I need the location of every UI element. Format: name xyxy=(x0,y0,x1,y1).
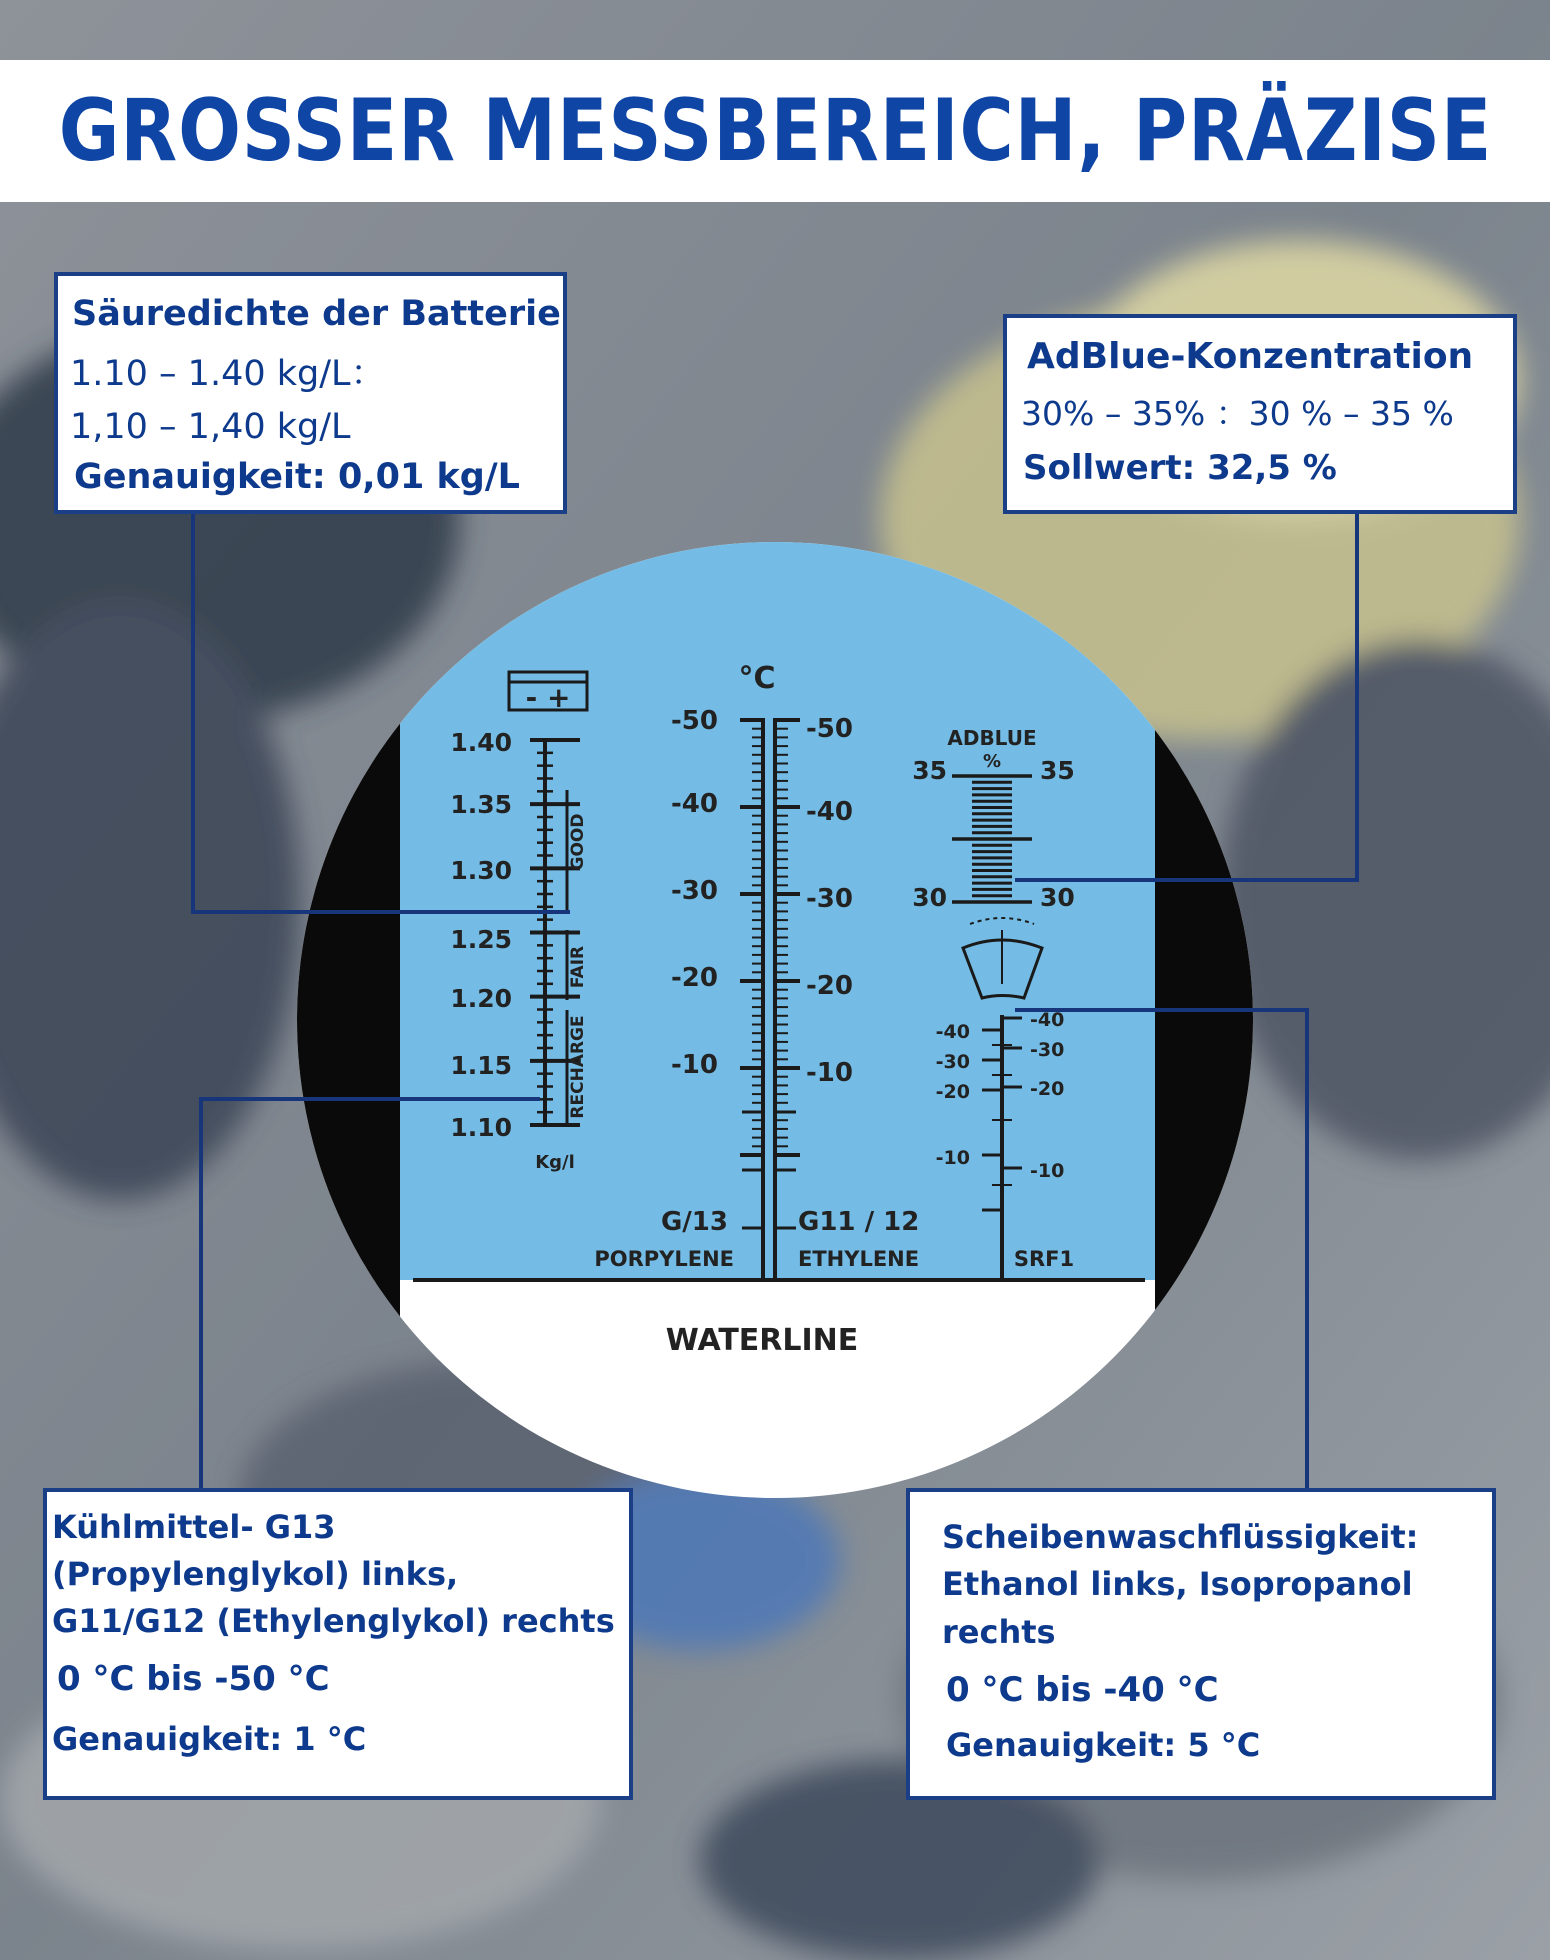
washer-left-label: -20 xyxy=(935,1081,970,1103)
battery-unit-label: Kg/l xyxy=(535,1152,575,1173)
temp-left-label: -20 xyxy=(671,963,718,993)
temp-right-label: -40 xyxy=(806,797,853,827)
adblue-unit-label: % xyxy=(982,751,1002,772)
battery-label: 1.15 xyxy=(450,1051,512,1080)
battery-callout-line2: 1,10 – 1,40 kg/L xyxy=(70,407,351,447)
washer-left-label: -30 xyxy=(935,1051,970,1073)
coolant-callout-line4: 0 °C bis -50 °C xyxy=(57,1659,330,1699)
temp-unit-label: °C xyxy=(738,661,776,696)
battery-label: 1.10 xyxy=(450,1113,512,1142)
battery-label: 1.20 xyxy=(450,984,512,1013)
g11-label: G11 / 12 xyxy=(798,1207,920,1237)
coolant-callout-line5: Genauigkeit: 1 °C xyxy=(52,1720,367,1758)
zone-good-label: GOOD xyxy=(568,813,588,871)
temp-right-label: -10 xyxy=(806,1058,853,1088)
temp-left-label: -40 xyxy=(671,789,718,819)
battery-label: 1.25 xyxy=(450,925,512,954)
adblue-title-label: ADBLUE xyxy=(947,726,1037,750)
ethylene-label: ETHYLENE xyxy=(798,1247,920,1271)
propylene-label: PORPYLENE xyxy=(594,1247,734,1271)
battery-callout-line1: 1.10 – 1.40 kg/L： xyxy=(70,354,386,394)
coolant-callout-line2: (Propylenglykol) links, xyxy=(52,1555,459,1593)
temp-left-label: -10 xyxy=(671,1050,718,1080)
washer-callout-line5: Genauigkeit: 5 °C xyxy=(946,1726,1261,1764)
g13-label: G/13 xyxy=(660,1207,728,1237)
page-title: GROSSER MESSBEREICH, PRÄZISE xyxy=(58,81,1492,181)
temp-right-label: -50 xyxy=(806,714,853,744)
battery-callout-heading: Säuredichte der Batterie xyxy=(72,294,561,334)
adblue-callout xyxy=(1003,314,1517,514)
temp-left-label: -50 xyxy=(671,706,718,736)
zone-recharge-label: RECHARGE xyxy=(568,1015,588,1119)
battery-scale-labels xyxy=(450,728,512,1142)
zone-fair-label: FAIR xyxy=(568,945,588,989)
washer-right-label: -30 xyxy=(1030,1039,1065,1061)
coolant-callout-line1: Kühlmittel- G13 xyxy=(52,1508,336,1546)
adblue-callout-heading: AdBlue-Konzentration xyxy=(1027,336,1474,377)
washer-callout xyxy=(906,1488,1496,1800)
adblue-callout-line2: Sollwert: 32,5 % xyxy=(1023,448,1337,488)
temp-left-label: -30 xyxy=(671,876,718,906)
battery-callout xyxy=(54,272,567,514)
coolant-callout xyxy=(43,1488,633,1800)
water-area xyxy=(400,1280,1155,1480)
washer-right-label: -10 xyxy=(1030,1160,1065,1182)
washer-right-label: -20 xyxy=(1030,1078,1065,1100)
washer-callout-line1: Scheibenwaschflüssigkeit: xyxy=(942,1518,1419,1556)
washer-left-label: -40 xyxy=(935,1021,970,1043)
adblue-30-left: 30 xyxy=(912,883,947,912)
battery-icon-signs: - + xyxy=(525,681,571,714)
temp-right-label: -30 xyxy=(806,884,853,914)
coolant-callout-line3: G11/G12 (Ethylenglykol) rechts xyxy=(52,1602,615,1640)
adblue-35-left: 35 xyxy=(912,756,947,785)
washer-left-label: -10 xyxy=(935,1147,970,1169)
washer-callout-line2: Ethanol links, Isopropanol xyxy=(942,1565,1413,1603)
adblue-30-right: 30 xyxy=(1040,883,1075,912)
washer-callout-line4: 0 °C bis -40 °C xyxy=(946,1670,1219,1710)
lens-ring-left xyxy=(280,540,400,1340)
washer-right-label: -40 xyxy=(1030,1009,1065,1031)
waterline-label: WATERLINE xyxy=(665,1323,859,1358)
adblue-callout-line1: 30% – 35% ：30 % – 35 % xyxy=(1021,394,1454,433)
battery-label: 1.35 xyxy=(450,790,512,819)
battery-label: 1.30 xyxy=(450,856,512,885)
lens-ring-right xyxy=(1155,540,1275,1340)
adblue-35-right: 35 xyxy=(1040,756,1075,785)
srf1-label: SRF1 xyxy=(1013,1247,1075,1271)
temp-right-label: -20 xyxy=(806,971,853,1001)
washer-callout-line3: rechts xyxy=(942,1613,1056,1651)
battery-label: 1.40 xyxy=(450,728,512,757)
battery-callout-line3: Genauigkeit: 0,01 kg/L xyxy=(74,457,520,497)
